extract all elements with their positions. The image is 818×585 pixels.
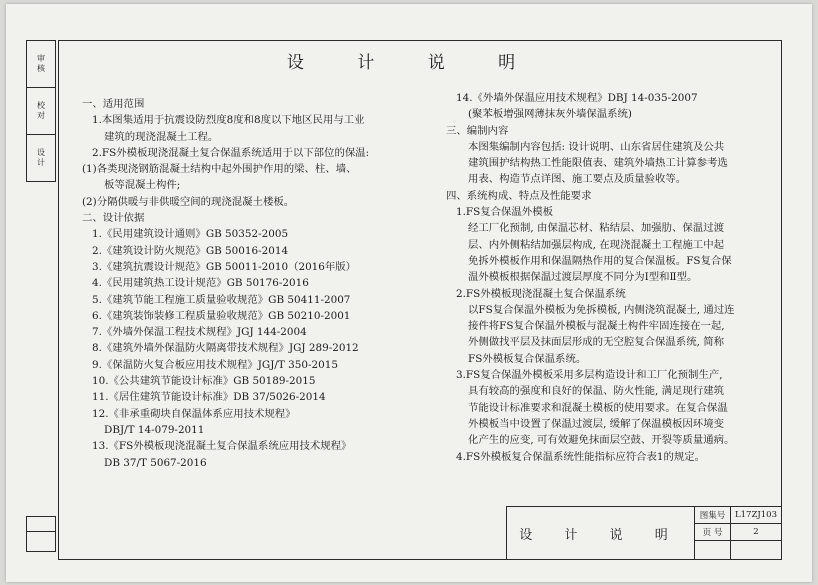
text-line: 二、设计依据 [82,212,145,225]
atlas-number-value: L17ZJ103 [731,507,781,524]
text-line: 节能设计标准要求和混凝土模板的使用要求。在复合保温 [468,401,728,414]
binding-box [26,516,56,552]
title-block-name: 设 计 说 明 [507,507,695,559]
text-line: 13.《FS外模板现浇混凝土复合保温系统应用技术规程》 [92,440,352,453]
binding-strip [26,40,56,182]
text-line: 10.《公共建筑节能设计标准》GB 50189-2015 [92,375,316,388]
text-line: 4.《民用建筑热工设计规范》GB 50176-2016 [92,277,309,290]
text-line: 具有较高的强度和良好的保温、防火性能, 满足现行建筑 [468,385,724,398]
text-line: 4.FS外模板复合保温系统性能指标应符合表1的规定。 [456,450,706,463]
drawing-sheet [6,4,812,582]
text-line: 一、适用范围 [82,98,145,110]
text-line: 免拆外模板作用和保温隔热作用的复合保温板。FS复合保 [468,254,732,267]
text-line: 8.《建筑外墙外保温防火隔离带技术规程》JGJ 289-2012 [92,342,359,355]
page-number-label: 页 号 [695,524,731,541]
text-line: 6.《建筑装饰装修工程质量验收规范》GB 50210-2001 [92,309,351,322]
text-line: 接件将FS复合保温外模板与混凝土构件牢固连接在一起, [468,320,725,333]
blank-cell [731,541,781,559]
text-line: FS外模板复合保温系统。 [468,352,587,365]
title-block-grid [695,507,781,559]
strip-cell-check: 校对 [27,88,55,135]
text-line: 本图集编制内容包括: 设计说明、山东省居住建筑及公共 [468,140,725,153]
text-line: 温外模板根据保温过渡层厚度不同分为Ⅰ型和Ⅱ型。 [468,271,698,284]
strip-cell-design: 设计 [36,148,46,168]
text-line: 1.本图集适用于抗震设防烈度8度和8度以下地区民用与工业 [92,114,365,127]
text-line: 14.《外墙外保温应用技术规程》DBJ 14-035-2007 [456,92,698,104]
text-line: 1.FS复合保温外模板 [456,206,553,219]
page-title: 设 计 说 明 [286,53,540,73]
text-line: 经工厂化预制, 由保温芯材、粘结层、加强肋、保温过渡 [468,222,724,235]
text-line: (2)分隔供暖与非供暖空间的现浇混凝土楼板。 [82,195,295,208]
atlas-number-label: 图集号 [695,507,731,524]
text-line: 3.《建筑抗震设计规范》GB 50011-2010（2016年版） [92,260,357,273]
text-line: 11.《居住建筑节能设计标准》DB 37/5026-2014 [92,391,326,404]
strip-cell-review: 审核 [27,41,55,88]
blank-cell [695,541,731,559]
right-text-column [446,90,776,465]
title-block [506,506,781,559]
page-number-value: 2 [731,524,781,541]
text-line: 1.《民用建筑设计通则》GB 50352-2005 [92,228,289,241]
text-line: (1)各类现浇钢筋混凝土结构中起外围护作用的梁、柱、墙、 [82,163,357,176]
text-line: 四、系统构成、特点及性能要求 [446,189,592,202]
text-line: 建筑的现浇混凝土工程。 [104,130,219,143]
text-line: 5.《建筑节能工程施工质量验收规范》GB 50411-2007 [92,293,351,306]
text-line: 12.《非承重砌块自保温体系应用技术规程》 [92,407,296,420]
text-line: 外侧做找平层及抹面层形成的无空腔复合保温系统, 简称 [468,336,724,349]
text-line: 7.《外墙外保温工程技术规程》JGJ 144-2004 [92,326,307,339]
text-line: 9.《保温防火复合板应用技术规程》JGJ/T 350-2015 [92,358,338,371]
text-line: 三、编制内容 [446,124,509,137]
text-line: 2.FS外模板现浇混凝土复合保温系统适用于以下部位的保温: [92,146,370,159]
text-line: 层、内外侧粘结加强层构成, 在现浇混凝土工程施工中起 [468,238,724,251]
text-line: 化产生的应变, 可有效避免抹面层空鼓、开裂等质量通病。 [468,434,735,447]
text-line: 用表、构造节点详图、施工要点及质量验收等。 [468,173,687,186]
text-line: 3.FS复合保温外模板采用多层构造设计和工厂化预制生产, [456,369,723,382]
text-line: 以FS复合保温外模板为免拆模板, 内侧浇筑混凝土, 通过连 [468,303,735,316]
left-text-column [82,96,432,471]
text-line: 板等混凝土构件; [104,179,181,192]
text-line: DBJ/T 14-079-2011 [104,423,205,436]
text-line: 2.《建筑设计防火规范》GB 50016-2014 [92,244,289,257]
text-line: 外模板当中设置了保温过渡层, 缓解了保温模板因环境变 [468,417,724,430]
text-line: 2.FS外模板现浇混凝土复合保温系统 [456,287,626,300]
text-line: 建筑围护结构热工性能限值表、建筑外墙热工计算参考选 [468,157,728,170]
text-line: DB 37/T 5067-2016 [104,456,207,469]
text-line: (聚苯板增强网薄抹灰外墙保温系统) [468,108,632,121]
